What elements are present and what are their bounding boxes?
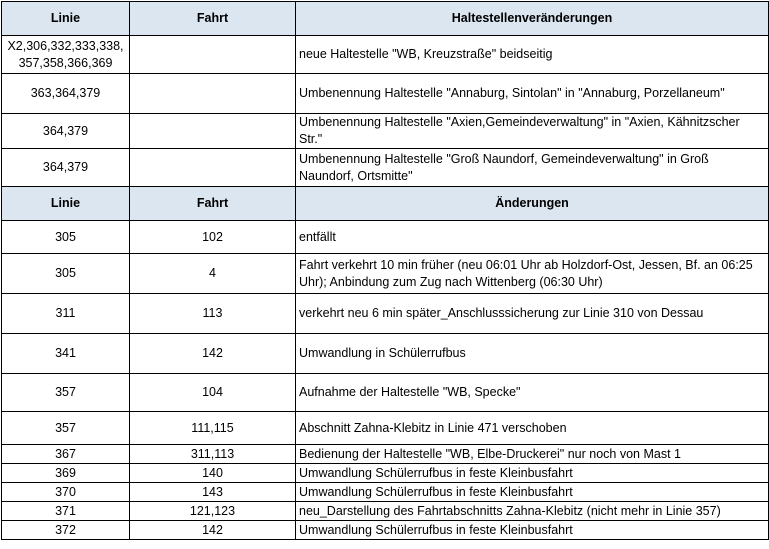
table-row: [2, 334, 769, 374]
table-row: [2, 254, 769, 294]
cell-linie[interactable]: 311: [2, 294, 130, 334]
cell-linie[interactable]: 364,379: [2, 114, 130, 149]
cell-fahrt[interactable]: 4: [130, 254, 296, 294]
column-header-aenderungen: Änderungen: [296, 187, 769, 221]
table-row: [2, 36, 769, 74]
table-row: [2, 374, 769, 412]
aenderungen-table: [1, 186, 769, 540]
cell-linie[interactable]: 341: [2, 334, 130, 374]
column-header-linie: Linie: [2, 2, 130, 36]
cell-fahrt[interactable]: 142: [130, 334, 296, 374]
table-row: [2, 445, 769, 464]
cell-fahrt[interactable]: 142: [130, 521, 296, 540]
table-row: [2, 521, 769, 540]
cell-linie[interactable]: 363,364,379: [2, 74, 130, 114]
cell-text[interactable]: entfällt: [296, 221, 769, 254]
cell-text[interactable]: Bedienung der Haltestelle "WB, Elbe-Druckerei" nur noch von Mast 1: [296, 445, 769, 464]
cell-text[interactable]: Umwandlung in Schülerrufbus: [296, 334, 769, 374]
cell-linie[interactable]: 305: [2, 254, 130, 294]
cell-text[interactable]: neu_Darstellung des Fahrtabschnitts Zahna-Klebitz (nicht mehr in Linie 357): [296, 502, 769, 521]
cell-fahrt[interactable]: 311,113: [130, 445, 296, 464]
table-row: [2, 412, 769, 445]
header-row: [2, 187, 769, 221]
haltestellen-table: [1, 1, 769, 187]
cell-fahrt[interactable]: [130, 36, 296, 74]
header-row: [2, 2, 769, 36]
cell-linie[interactable]: 364,379: [2, 149, 130, 187]
cell-linie[interactable]: 367: [2, 445, 130, 464]
cell-linie[interactable]: 305: [2, 221, 130, 254]
table-row: [2, 221, 769, 254]
cell-text[interactable]: Abschnitt Zahna-Klebitz in Linie 471 verschoben: [296, 412, 769, 445]
cell-fahrt[interactable]: 121,123: [130, 502, 296, 521]
cell-text[interactable]: verkehrt neu 6 min später_Anschlusssicherung zur Linie 310 von Dessau: [296, 294, 769, 334]
cell-fahrt[interactable]: 143: [130, 483, 296, 502]
table-row: [2, 294, 769, 334]
column-header-haltestellenveraenderungen: Haltestellenveränderungen: [296, 2, 769, 36]
cell-text[interactable]: neue Haltestelle "WB, Kreuzstraße" beidseitig: [296, 36, 769, 74]
cell-linie[interactable]: X2,306,332,333,338, 357,358,366,369: [2, 36, 130, 74]
cell-linie[interactable]: 372: [2, 521, 130, 540]
cell-fahrt[interactable]: [130, 114, 296, 149]
table-row: [2, 114, 769, 149]
table-row: [2, 464, 769, 483]
cell-text[interactable]: Umbenennung Haltestelle "Groß Naundorf, Gemeindeverwaltung" in Groß Naundorf, Ortsmitte": [296, 149, 769, 187]
table-row: [2, 149, 769, 187]
cell-text[interactable]: Umbenennung Haltestelle "Axien,Gemeindeverwaltung" in "Axien, Kähnitzscher Str.": [296, 114, 769, 149]
cell-fahrt[interactable]: 111,115: [130, 412, 296, 445]
table-row: [2, 74, 769, 114]
column-header-linie: Linie: [2, 187, 130, 221]
cell-text[interactable]: Umbenennung Haltestelle "Annaburg, Sintolan" in "Annaburg, Porzellaneum": [296, 74, 769, 114]
cell-linie[interactable]: 371: [2, 502, 130, 521]
cell-fahrt[interactable]: 104: [130, 374, 296, 412]
cell-text[interactable]: Umwandlung Schülerrufbus in feste Kleinbusfahrt: [296, 464, 769, 483]
cell-fahrt[interactable]: 102: [130, 221, 296, 254]
cell-linie[interactable]: 357: [2, 412, 130, 445]
cell-linie[interactable]: 369: [2, 464, 130, 483]
cell-fahrt[interactable]: [130, 74, 296, 114]
column-header-fahrt: Fahrt: [130, 187, 296, 221]
cell-text[interactable]: Fahrt verkehrt 10 min früher (neu 06:01 Uhr ab Holzdorf-Ost, Jessen, Bf. an 06:25 Uhr); Anbindung zum Zug nach Wittenberg (06:30 Uhr): [296, 254, 769, 294]
table-row: [2, 483, 769, 502]
cell-text[interactable]: Umwandlung Schülerrufbus in feste Kleinbusfahrt: [296, 521, 769, 540]
cell-fahrt[interactable]: 140: [130, 464, 296, 483]
cell-text[interactable]: Umwandlung Schülerrufbus in feste Kleinbusfahrt: [296, 483, 769, 502]
cell-fahrt[interactable]: 113: [130, 294, 296, 334]
column-header-fahrt: Fahrt: [130, 2, 296, 36]
table-row: [2, 502, 769, 521]
cell-linie[interactable]: 357: [2, 374, 130, 412]
cell-linie[interactable]: 370: [2, 483, 130, 502]
cell-text[interactable]: Aufnahme der Haltestelle "WB, Specke": [296, 374, 769, 412]
cell-fahrt[interactable]: [130, 149, 296, 187]
